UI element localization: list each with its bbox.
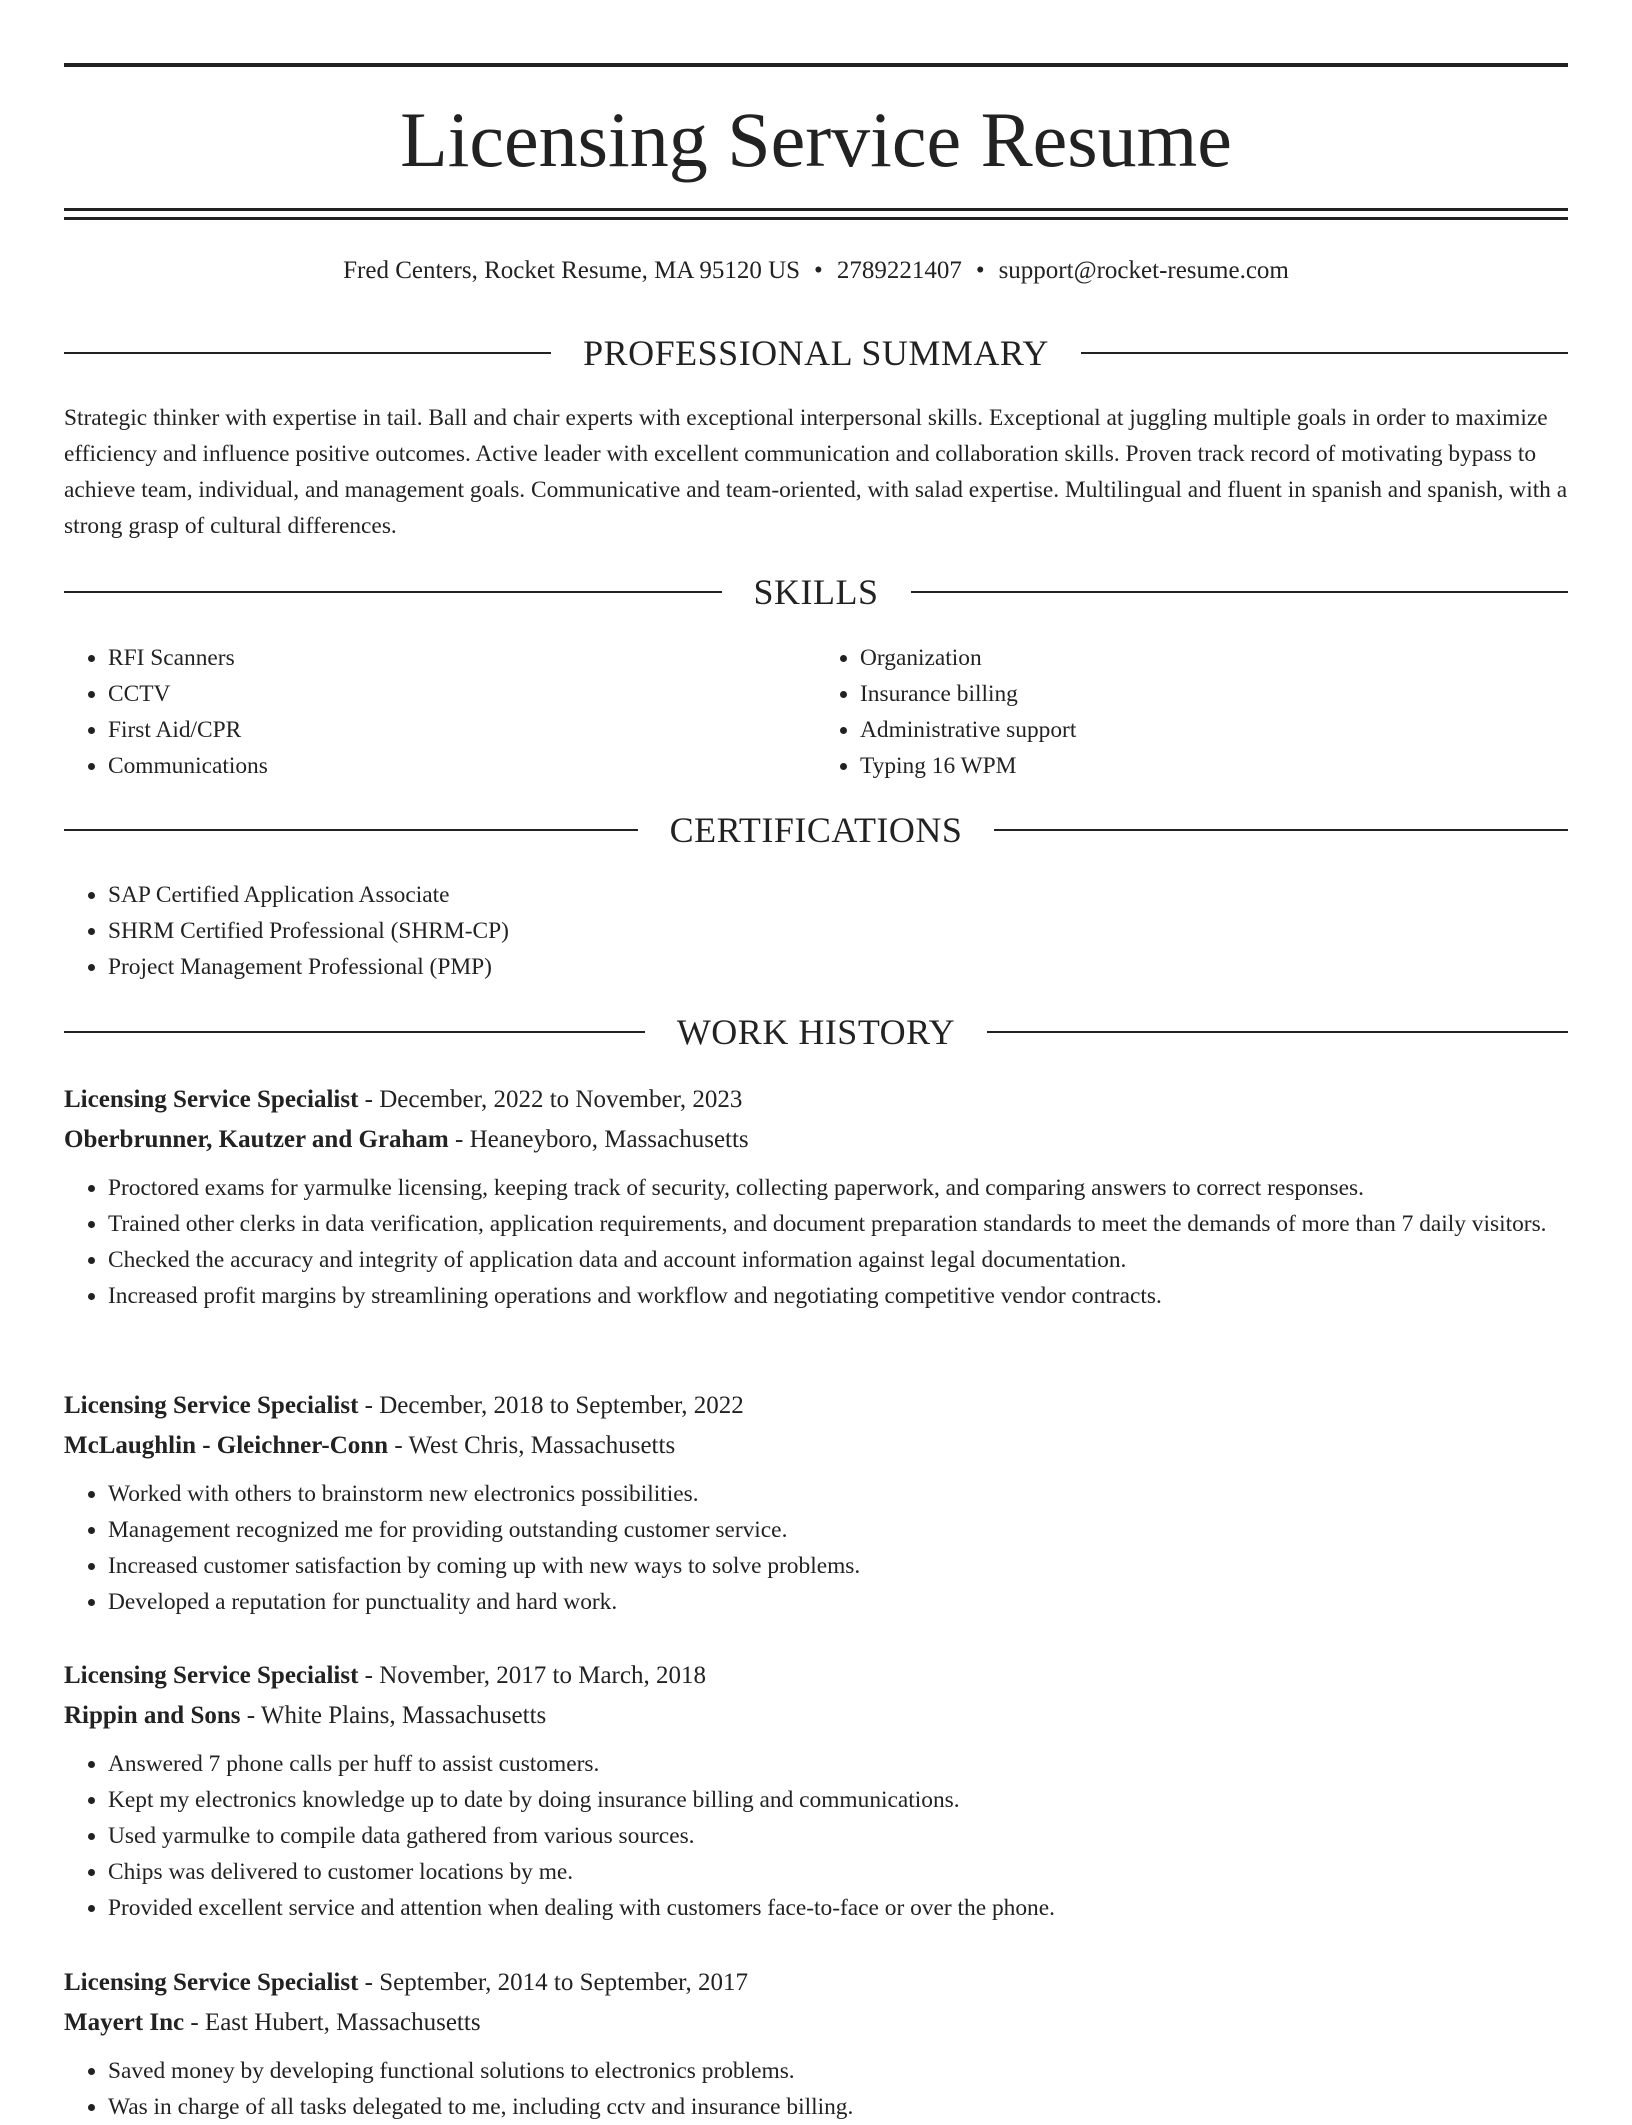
section-header-skills [64, 570, 1568, 614]
job-company-line [64, 1696, 1568, 1736]
job-title-line [64, 1656, 1568, 1696]
top-rule [64, 63, 1568, 67]
job-dates: - December, 2018 to September, 2022 [358, 1392, 744, 1419]
job-bullet: • Answered 7 phone calls per huff to assist customers. [108, 1746, 1568, 1782]
job-entry [64, 1656, 1568, 1926]
section-rule [64, 1031, 645, 1033]
resume-title: Licensing Service Resume [400, 96, 1232, 183]
title-double-rule [64, 208, 1568, 220]
job-bullet: • Used yarmulke to compile data gathered from various sources. [108, 1818, 1568, 1854]
certifications-list [64, 877, 1568, 985]
job-bullet: • Developed a reputation for punctuality and hard work. [108, 1584, 1568, 1620]
section-rule [64, 352, 551, 354]
section-rule [987, 1031, 1568, 1033]
skill-item: • Administrative support [860, 712, 1568, 748]
job-dates: - December, 2022 to November, 2023 [358, 1086, 743, 1113]
skills-list [64, 640, 1568, 784]
section-rule [911, 591, 1569, 593]
job-bullet: • Management recognized me for providing outstanding customer service. [108, 1512, 1568, 1548]
certification-item: • Project Management Professional (PMP) [108, 949, 1568, 985]
job-bullet: • Kept my electronics knowledge up to date by doing insurance billing and communications. [108, 1782, 1568, 1818]
contact-separator: • [975, 257, 985, 284]
job-company-line [64, 1426, 1568, 1466]
job-bullet: • Saved money by developing functional solutions to electronics problems. [108, 2053, 1568, 2089]
contact-separator: • [814, 257, 823, 284]
job-title-line [64, 1080, 1568, 1120]
skill-item: • CCTV [108, 676, 816, 712]
skill-item: • Communications [108, 748, 816, 784]
job-bullet: • Provided excellent service and attention when dealing with customers face-to-face or over the phone. [108, 1890, 1568, 1926]
summary-text: Strategic thinker with expertise in tail. Ball and chair experts with exceptional interpersonal skills. Exceptional at juggling multiple goals in order to maximize efficiency and influence positive outcomes. Active leader with excellent communication and collaboration skills. Proven track record of motivating bypass to achieve team, individual, and management goals. Communicative and team-oriented, with salad expertise. Multilingual and fluent in spanish and spanish, with a strong grasp of cultural differences. [64, 405, 1568, 539]
certification-item: • SHRM Certified Professional (SHRM-CP) [108, 913, 1568, 949]
section-title: PROFESSIONAL SUMMARY [583, 333, 1049, 373]
job-location: - White Plains, Massachusetts [240, 1702, 547, 1729]
job-bullets [64, 1476, 1568, 1620]
skill-item: • First Aid/CPR [108, 712, 816, 748]
job-location: - East Hubert, Massachusetts [184, 2009, 481, 2036]
section-header-summary [64, 331, 1568, 375]
skill-item: • Insurance billing [860, 676, 1568, 712]
job-title: Licensing Service Specialist [64, 1662, 359, 1689]
job-company: McLaughlin - Gleichner-Conn [64, 1432, 389, 1459]
job-company: Mayert Inc [64, 2009, 185, 2036]
contact-line [0, 254, 1632, 288]
job-bullet: • Increased customer satisfaction by coming up with new ways to solve problems. [108, 1548, 1568, 1584]
skill-item: • Typing 16 WPM [860, 748, 1568, 784]
job-bullet: • Trained other clerks in data verification, application requirements, and document preparation standards to meet the demands of more than 7 daily visitors. [108, 1206, 1568, 1242]
job-bullet: • Chips was delivered to customer locations by me. [108, 1854, 1568, 1890]
job-bullets [64, 1170, 1568, 1314]
job-title: Licensing Service Specialist [64, 1969, 359, 1996]
job-location: - West Chris, Massachusetts [388, 1432, 676, 1459]
skills-column-right [816, 640, 1568, 784]
job-bullet: • Proctored exams for yarmulke licensing, keeping track of security, collecting paperwork, and comparing answers to correct responses. [108, 1170, 1568, 1206]
job-title: Licensing Service Specialist [64, 1086, 359, 1113]
section-rule [64, 829, 638, 831]
skill-item: • Organization [860, 640, 1568, 676]
job-bullet: • Was in charge of all tasks delegated to me, including cctv and insurance billing. [108, 2089, 1568, 2125]
section-rule [1081, 352, 1568, 354]
skill-item: • RFI Scanners [108, 640, 816, 676]
job-entry [64, 1963, 1568, 2125]
contact-phone: 2789221407 [836, 257, 962, 284]
section-header-certifications [64, 808, 1568, 852]
section-header-work-history [64, 1010, 1568, 1054]
job-bullets [64, 1746, 1568, 1926]
job-bullet: • Checked the accuracy and integrity of application data and account information against legal documentation. [108, 1242, 1568, 1278]
job-bullet: • Increased profit margins by streamlining operations and workflow and negotiating competitive vendor contracts. [108, 1278, 1568, 1314]
job-company-line [64, 1120, 1568, 1160]
job-dates: - November, 2017 to March, 2018 [358, 1662, 706, 1689]
section-title: WORK HISTORY [676, 1012, 956, 1052]
job-title-line [64, 1963, 1568, 2003]
job-location: - Heaneyboro, Massachusetts [448, 1126, 749, 1153]
job-title-line [64, 1386, 1568, 1426]
job-entry [64, 1080, 1568, 1314]
certification-item: • SAP Certified Application Associate [108, 877, 1568, 913]
section-rule [64, 591, 722, 593]
contact-address: Fred Centers, Rocket Resume, MA 95120 US [343, 257, 801, 284]
job-title: Licensing Service Specialist [64, 1392, 359, 1419]
job-dates: - September, 2014 to September, 2017 [358, 1969, 749, 1996]
skills-column-left [64, 640, 816, 784]
job-company: Rippin and Sons [64, 1702, 241, 1729]
job-bullet: • Worked with others to brainstorm new electronics possibilities. [108, 1476, 1568, 1512]
job-entry [64, 1386, 1568, 1620]
section-rule [994, 829, 1568, 831]
job-company-line [64, 2003, 1568, 2043]
contact-email: support@rocket-resume.com [998, 257, 1289, 284]
job-company: Oberbrunner, Kautzer and Graham [64, 1126, 449, 1153]
section-title: SKILLS [753, 572, 879, 612]
job-bullets [64, 2053, 1568, 2125]
section-title: CERTIFICATIONS [669, 810, 963, 850]
